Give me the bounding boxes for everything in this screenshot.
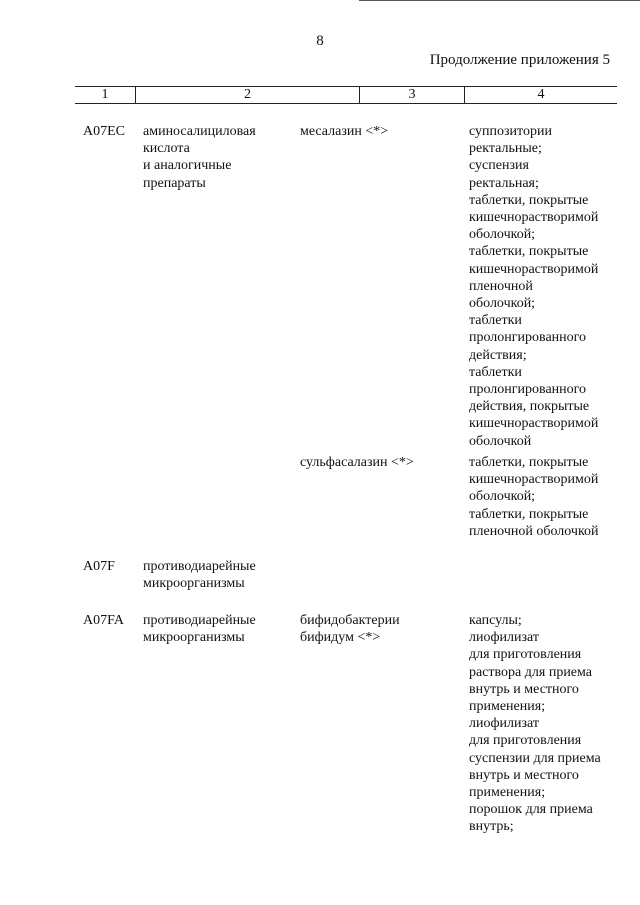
form-line: таблетки, покрытые (469, 192, 589, 208)
atc-code: A07F (83, 559, 115, 574)
form-line: внутрь; (469, 819, 514, 835)
form-line: суппозитории (469, 124, 552, 139)
continuation-title: Продолжение приложения 5 (429, 52, 610, 68)
header-col-4: 4 (537, 87, 545, 102)
drug-name (300, 612, 400, 646)
drug-line: месалазин <*> (300, 124, 389, 139)
group-line: микроорганизмы (143, 630, 245, 646)
form-line: оболочкой; (469, 227, 536, 243)
group-name (143, 558, 256, 592)
form-line: ректальные; (469, 141, 542, 157)
form-line: раствора для приема (469, 664, 592, 680)
drug-line: бифидобактерии (300, 613, 400, 628)
form-line: суспензии для приема (469, 750, 601, 766)
form-line: для приготовления (469, 647, 582, 663)
form-line: пролонгированного (469, 382, 587, 398)
form-line: действия, покрытые (469, 399, 590, 415)
group-line: препараты (143, 175, 206, 191)
dosage-forms (469, 612, 601, 836)
page-number: 8 (316, 33, 324, 49)
form-line: пролонгированного (469, 330, 587, 346)
form-line: таблетки, покрытые (469, 455, 589, 470)
group-line: противодиарейные (143, 559, 256, 574)
drug-name (300, 454, 414, 471)
header-col-1: 1 (101, 87, 109, 102)
drug-name (300, 123, 388, 140)
form-line: кишечнорастворимой (469, 261, 599, 277)
form-line: для приготовления (469, 733, 582, 749)
form-line: оболочкой; (469, 296, 536, 312)
form-line: лиофилизат (469, 630, 540, 646)
drug-line: сульфасалазин <*> (300, 455, 414, 470)
atc-code: A07FA (83, 613, 124, 628)
dosage-forms (469, 454, 599, 540)
form-line: кишечнорастворимой (469, 472, 599, 488)
drug-line: бифидум <*> (300, 630, 381, 646)
group-line: кислота (143, 141, 190, 157)
form-line: таблетки (469, 313, 522, 329)
form-line: внутрь и местного (469, 767, 579, 783)
form-line: применения; (469, 785, 546, 801)
form-line: пленочной (469, 278, 533, 294)
form-line: применения; (469, 699, 546, 715)
group-line: аминосалициловая (143, 124, 256, 139)
header-col-3: 3 (408, 87, 416, 102)
form-line: таблетки, покрытые (469, 506, 589, 522)
form-line: внутрь и местного (469, 681, 579, 697)
group-name (143, 123, 256, 192)
atc-code: A07EC (83, 124, 125, 139)
dosage-forms (469, 123, 598, 450)
form-line: лиофилизат (469, 716, 540, 732)
form-line: действия; (469, 347, 527, 363)
form-line: кишечнорастворимой (469, 210, 599, 226)
form-line: таблетки, покрытые (469, 244, 589, 260)
form-line: ректальная; (469, 175, 539, 191)
form-line: порошок для приема (469, 802, 593, 818)
form-line: оболочкой (469, 433, 532, 449)
group-line: микроорганизмы (143, 576, 245, 592)
form-line: пленочной оболочкой (469, 523, 599, 539)
form-line: оболочкой; (469, 489, 536, 505)
top-rule (359, 0, 640, 1)
form-line: суспензия (469, 158, 529, 174)
form-line: таблетки (469, 364, 522, 380)
form-line: кишечнорастворимой (469, 416, 599, 432)
header-col-2: 2 (244, 87, 251, 102)
table-header (75, 86, 617, 104)
form-line: капсулы; (469, 613, 522, 628)
group-line: и аналогичные (143, 158, 232, 174)
group-line: противодиарейные (143, 613, 256, 628)
group-name (143, 612, 256, 646)
